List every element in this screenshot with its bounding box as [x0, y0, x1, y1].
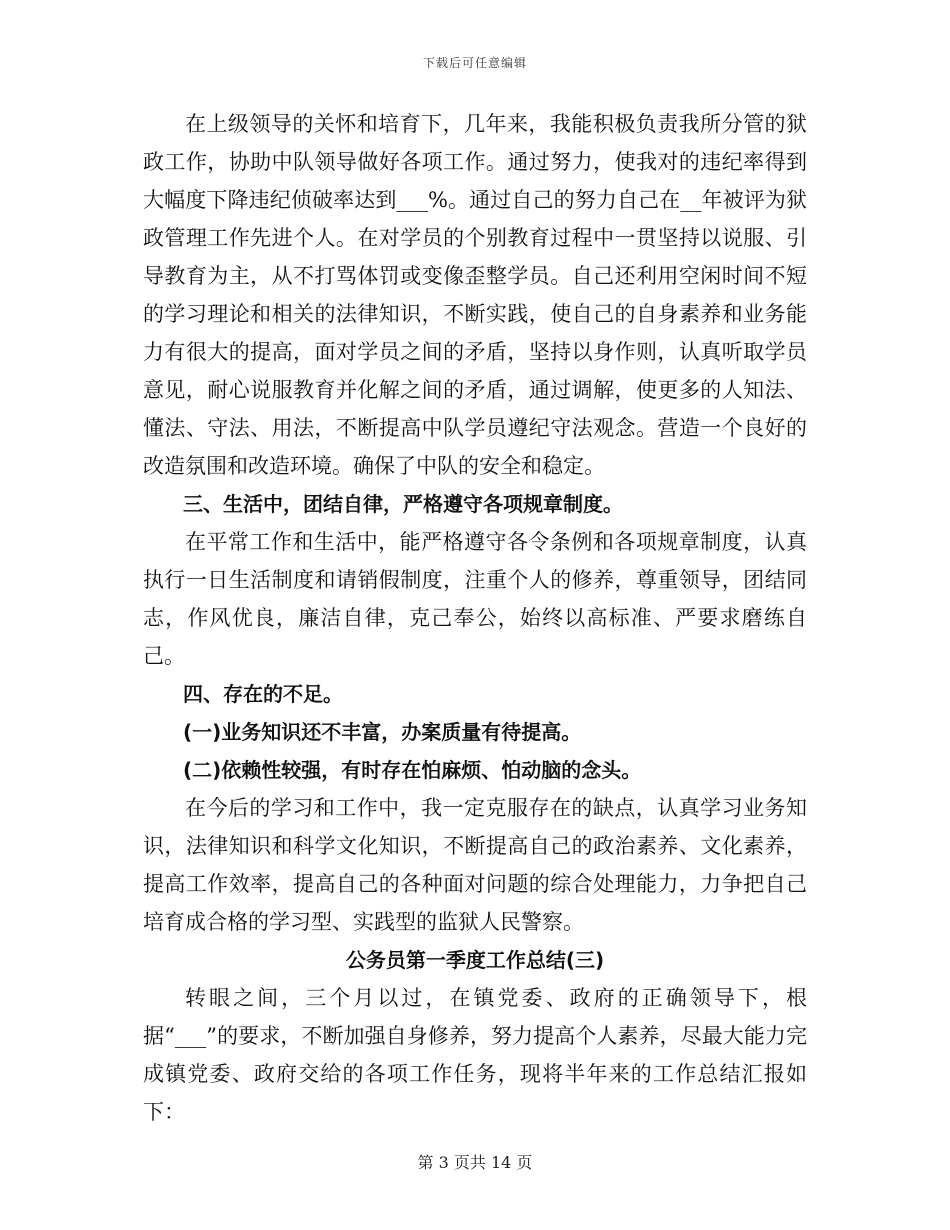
subsection-heading: (二)依赖性较强，有时存在怕麻烦、怕动脑的念头。: [183, 758, 642, 782]
body-paragraph: 在上级领导的关怀和培育下，几年来，我能积极负责我所分管的狱政工作，协助中队领导做好各项工作。通过努力，使我对的违纪率得到大幅度下降违纪侦破率达到___%。通过自己的努力自己在__年被评为狱政管理工作先进个人。在对学员的个别教育过程中一贯坚持以说服、引导教育为主，从不打骂体罚或变像歪整学员。自己还利用空闲时间不短的学习理论和相关的法律知识，不断实践，使自己的自身素养和业务能力有很大的提高，面对学员之间的矛盾，坚持以身作则，认真听取学员意见，耐心说服教育并化解之间的矛盾，通过调解，使更多的人知法、懂法、守法、用法，不断提高中队学员遵纪守法观念。营造一个良好的改造氛围和改造环境。确保了中队的安全和稳定。: [143, 112, 807, 478]
page-footer: 第 3 页共 14 页: [417, 1153, 533, 1172]
body-paragraph: 在今后的学习和工作中，我一定克服存在的缺点，认真学习业务知识，法律知识和科学文化知识，不断提高自己的政治素养、文化素养，提高工作效率，提高自己的各种面对问题的综合处理能力，力争把自己培育成合格的学习型、实践型的监狱人民警察。: [143, 796, 807, 934]
section-heading: 四、存在的不足。: [183, 682, 343, 706]
document-title: 公务员第一季度工作总结(三): [345, 948, 605, 972]
page-header: 下载后可任意编辑: [422, 56, 527, 70]
document-body: [143, 105, 807, 1131]
subsection-heading: (一)业务知识还不丰富，办案质量有待提高。: [183, 720, 582, 744]
body-paragraph: 在平常工作和生活中，能严格遵守各令条例和各项规章制度，认真执行一日生活制度和请销假制度，注重个人的修养，尊重领导，团结同志，作风优良，廉洁自律，克己奉公，始终以高标准、严要求磨练自己。: [143, 530, 807, 668]
section-heading: 三、生活中，团结自律，严格遵守各项规章制度。: [183, 492, 623, 516]
body-paragraph: 转眼之间，三个月以过，在镇党委、政府的正确领导下，根据“___”的要求，不断加强自身修养，努力提高个人素养，尽最大能力完成镇党委、政府交给的各项工作任务，现将半年来的工作总结汇报如下：: [143, 986, 807, 1124]
